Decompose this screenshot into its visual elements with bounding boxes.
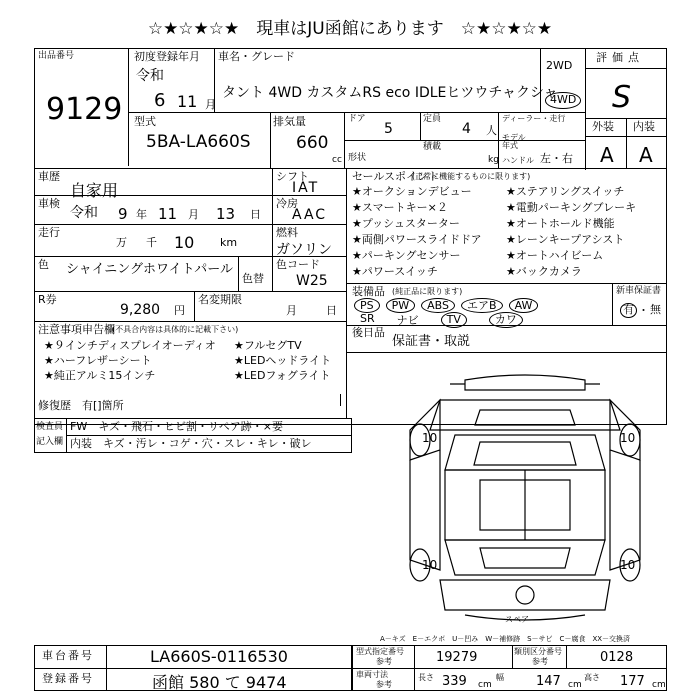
sales-points-note: (正常に機能するものに限ります) bbox=[412, 172, 531, 181]
registration-era: 令和 bbox=[136, 68, 164, 84]
recycle-label: R券 bbox=[38, 293, 57, 306]
width-label: 幅 bbox=[496, 673, 504, 682]
lot-number: 9129 bbox=[46, 92, 123, 127]
sales-point-item: ★スマートキー×２ bbox=[352, 201, 448, 214]
ac-value: AAC bbox=[292, 207, 328, 223]
color-code-label: 色コード bbox=[276, 258, 320, 271]
car-diagram bbox=[380, 370, 670, 635]
delivery-value: 保証書・取説 bbox=[392, 334, 471, 349]
height-unit: cm bbox=[652, 680, 666, 690]
spare-label: スペア bbox=[505, 615, 529, 624]
displacement-label: 排気量 bbox=[273, 115, 306, 128]
sales-point-item: ★バックカメラ bbox=[506, 265, 582, 278]
grade-label: 評価点 bbox=[596, 51, 644, 64]
shape-label: 形状 bbox=[348, 153, 367, 163]
inspection-year-unit: 年 bbox=[136, 208, 147, 221]
equipment-row-1 bbox=[354, 298, 538, 313]
notes-label: 注意事項申告欄 bbox=[38, 323, 115, 336]
inspection-era: 令和 bbox=[70, 205, 98, 221]
recycle-value: 9,280 bbox=[120, 302, 161, 318]
equip-aw: AW bbox=[509, 298, 539, 313]
repair-history bbox=[38, 400, 124, 413]
chassis-label: 車台番号 bbox=[42, 649, 94, 662]
damage-mark: 10 bbox=[422, 558, 438, 572]
interior-label: 内装 bbox=[633, 120, 655, 133]
sales-point-item: ★パワースイッチ bbox=[352, 265, 438, 278]
damage-mark: 10 bbox=[422, 431, 438, 445]
sales-point-item: ★パーキングセンサー bbox=[352, 249, 461, 262]
category-ref: 参考 bbox=[532, 657, 548, 666]
doors-value: 5 bbox=[384, 121, 393, 137]
dim-ref: 参考 bbox=[376, 680, 392, 689]
delivery-label: 後日品 bbox=[352, 326, 385, 339]
width-value: 147 bbox=[536, 674, 561, 689]
designation-value: 19279 bbox=[436, 650, 478, 665]
inspection-month: 11 bbox=[158, 205, 178, 223]
equip-abs: ABS bbox=[421, 298, 455, 313]
shift-value: IAT bbox=[292, 180, 320, 196]
color-change-label: 色替 bbox=[242, 272, 264, 285]
inspector-label-1: 検査員 bbox=[36, 422, 64, 432]
grade-value: S bbox=[612, 80, 632, 115]
sales-points-label: セールスポイント bbox=[352, 170, 440, 183]
height-label: 高さ bbox=[584, 673, 600, 682]
sales-point-item: ★レーンキープアシスト bbox=[506, 233, 625, 246]
capacity-unit: 人 bbox=[486, 124, 497, 137]
shift-label: シフト bbox=[276, 170, 309, 183]
name-change-month: 月 bbox=[286, 304, 297, 317]
capacity-label: 定員 bbox=[423, 114, 442, 124]
diagram-legend: A－キズ E－エクボ U－凹み W－補修跡 S－サビ C－腐食 XX－交換済 bbox=[380, 635, 631, 643]
handle-label: ハンドル bbox=[502, 156, 534, 165]
header-banner: ☆★☆★☆★ 現車はJU函館にあります ☆★☆★☆★ bbox=[147, 19, 553, 39]
note-item: ★LEDヘッドライト bbox=[234, 354, 332, 367]
fuel-label: 燃料 bbox=[276, 226, 298, 239]
drive-4wd: 4WD bbox=[545, 92, 581, 109]
inspector-fw: FW キズ・飛石・ヒビ割・リペア跡・×要 bbox=[70, 420, 283, 433]
repair-label: 修復歴 bbox=[38, 399, 71, 412]
equip-navi: ナビ bbox=[396, 314, 419, 327]
notes-list bbox=[44, 338, 344, 383]
warranty-dot: ・ bbox=[638, 304, 649, 317]
length-unit: cm bbox=[478, 680, 492, 690]
name-change-day: 日 bbox=[326, 304, 337, 317]
note-item: ★フルセグTV bbox=[234, 339, 302, 352]
exterior-value: A bbox=[600, 143, 614, 167]
category-label: 類別区分番号 bbox=[514, 647, 562, 656]
inspection-year: 9 bbox=[118, 205, 128, 223]
warranty-yes: 有 bbox=[620, 303, 637, 318]
note-item: ★ハーフレザーシート bbox=[44, 354, 152, 367]
lot-label: 出品番号 bbox=[38, 51, 75, 61]
registration-year: 6 bbox=[154, 90, 166, 111]
color-label: 色 bbox=[38, 258, 49, 271]
damage-mark: 10 bbox=[620, 558, 636, 572]
sales-point-item: ★オートホールド機能 bbox=[506, 217, 615, 230]
notes-sublabel: (不具合内容は具体的に記載下さい) bbox=[112, 325, 239, 334]
type-value: 5BA-LA660S bbox=[146, 132, 251, 152]
model-year-label: モデル年式 bbox=[502, 133, 526, 150]
height-value: 177 bbox=[620, 674, 645, 689]
plate-value: 函館 580 て 9474 bbox=[152, 673, 287, 692]
inspection-label: 車検 bbox=[38, 197, 60, 210]
dealer-label: ディーラー・走行 bbox=[502, 114, 566, 123]
equip-ps: PS bbox=[354, 298, 380, 313]
designation-label: 型式指定番号 bbox=[356, 647, 404, 656]
equip-airbag: エアB bbox=[461, 298, 503, 313]
sales-point-item: ★電動パーキングブレーキ bbox=[506, 201, 637, 214]
inspection-month-unit: 月 bbox=[188, 208, 199, 221]
sales-point-item: ★両側パワースライドドア bbox=[352, 233, 482, 246]
fuel-value: ガソリン bbox=[276, 242, 332, 258]
mileage-man: 万 bbox=[116, 236, 127, 249]
loading-unit: kg bbox=[488, 155, 499, 165]
designation-ref: 参考 bbox=[376, 657, 392, 666]
type-label: 型式 bbox=[134, 115, 156, 128]
warranty-label: 新車保証書 bbox=[616, 286, 662, 296]
capacity-value: 4 bbox=[462, 121, 471, 137]
mileage-unit: km bbox=[220, 236, 238, 249]
equipment-note: (純正品に限ります) bbox=[392, 287, 463, 296]
sales-points-list bbox=[352, 184, 666, 280]
equipment-label: 装備品 bbox=[352, 285, 385, 298]
displacement-unit: cc bbox=[332, 155, 342, 165]
handle-value: 左・右 bbox=[540, 152, 573, 165]
plate-label: 登録番号 bbox=[42, 672, 94, 685]
damage-mark: 10 bbox=[620, 431, 636, 445]
length-label: 長さ bbox=[418, 673, 434, 682]
inspector-inside: 内装 キズ・汚レ・コゲ・穴・スレ・キレ・破レ bbox=[70, 437, 312, 450]
color-value: シャイニングホワイトパール bbox=[66, 262, 234, 277]
recycle-unit: 円 bbox=[174, 304, 185, 317]
inspection-day-unit: 日 bbox=[250, 208, 261, 221]
doors-label: ドア bbox=[348, 114, 366, 124]
mileage-label: 走行 bbox=[38, 226, 60, 239]
model-label: 車名・グレード bbox=[218, 50, 295, 63]
ac-label: 冷房 bbox=[276, 197, 298, 210]
history-value: 自家用 bbox=[70, 181, 119, 200]
warranty-no: 無 bbox=[650, 303, 661, 316]
length-value: 339 bbox=[442, 674, 467, 689]
interior-value: A bbox=[639, 143, 653, 167]
note-item: ★純正アルミ15インチ bbox=[44, 369, 156, 382]
chassis-value: LA660S-0116530 bbox=[150, 647, 288, 666]
exterior-label: 外装 bbox=[592, 120, 614, 133]
note-item: ★９インチディスプレイオーディオ bbox=[44, 339, 216, 352]
drive-2wd: 2WD bbox=[546, 59, 573, 72]
displacement-value: 660 bbox=[296, 133, 329, 153]
equip-tv: TV bbox=[441, 312, 467, 328]
sales-point-item: ★プッシュスターター bbox=[352, 217, 460, 230]
loading-label: 積載 bbox=[423, 142, 442, 152]
inspection-day: 13 bbox=[216, 205, 236, 223]
model-name: タント 4WD カスタムRS eco IDLEヒツウチャクシャ bbox=[222, 85, 558, 101]
equip-pw: PW bbox=[386, 298, 416, 313]
repair-value: 有[]箇所 bbox=[82, 399, 124, 412]
width-unit: cm bbox=[568, 680, 582, 690]
category-value: 0128 bbox=[600, 650, 634, 665]
history-label: 車歴 bbox=[38, 170, 60, 183]
color-code-value: W25 bbox=[296, 273, 328, 289]
sales-point-item: ★ステアリングスイッチ bbox=[506, 185, 625, 198]
mileage-value: 10 bbox=[174, 233, 195, 252]
sales-point-item: ★オークションデビュー bbox=[352, 185, 472, 198]
registration-label: 初度登録年月 bbox=[134, 50, 200, 63]
equip-sr: SR bbox=[360, 312, 375, 325]
inspector-label-2: 記入欄 bbox=[36, 437, 64, 447]
registration-month: 11 bbox=[177, 92, 198, 111]
note-item: ★LEDフォグライト bbox=[234, 369, 331, 382]
mileage-sen: 千 bbox=[146, 236, 157, 249]
dim-label: 車両寸法 bbox=[356, 670, 388, 679]
equip-leather: カワ bbox=[489, 312, 523, 328]
sales-point-item: ★オートハイビーム bbox=[506, 249, 604, 262]
name-change-label: 名変期限 bbox=[198, 293, 242, 306]
registration-month-unit: 月 bbox=[205, 98, 216, 111]
